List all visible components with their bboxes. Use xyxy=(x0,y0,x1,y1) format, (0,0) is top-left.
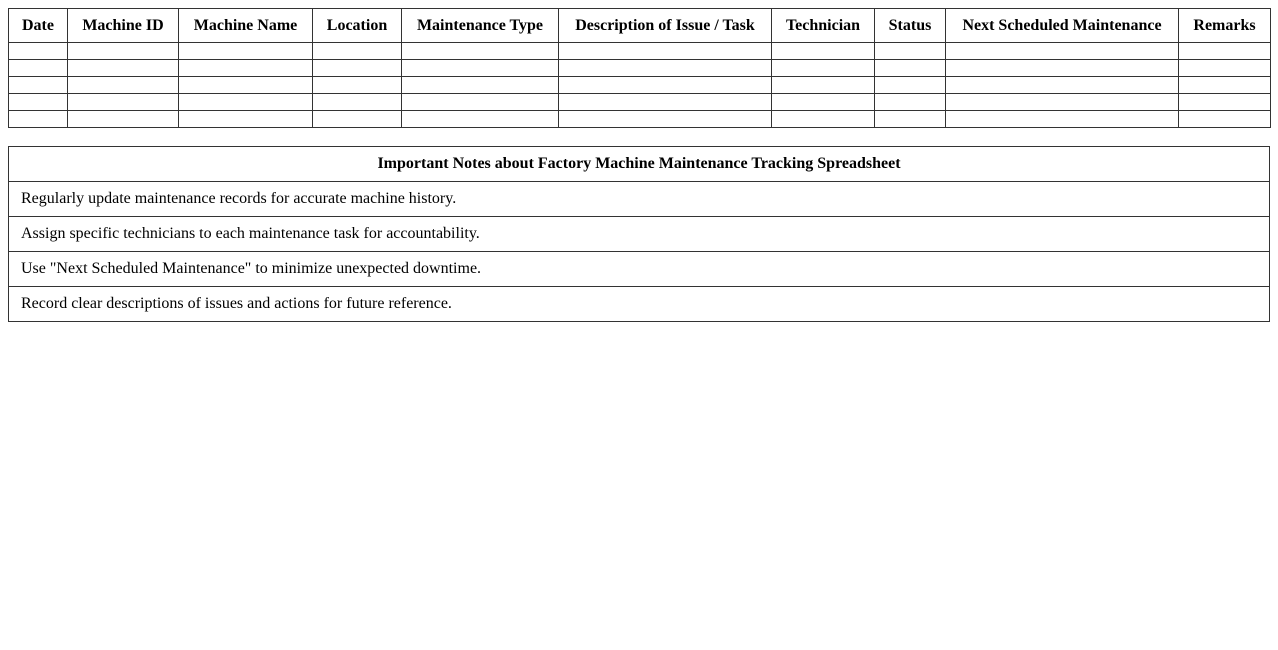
column-header-maintenance-type: Maintenance Type xyxy=(402,9,559,43)
table-cell[interactable] xyxy=(9,77,68,94)
notes-title: Important Notes about Factory Machine Maintenance Tracking Spreadsheet xyxy=(9,147,1270,182)
table-cell[interactable] xyxy=(9,111,68,128)
table-cell[interactable] xyxy=(179,77,313,94)
table-cell[interactable] xyxy=(179,111,313,128)
table-cell[interactable] xyxy=(946,111,1179,128)
table-cell[interactable] xyxy=(402,94,559,111)
table-cell[interactable] xyxy=(875,43,946,60)
note-item: Assign specific technicians to each maintenance task for accountability. xyxy=(9,217,1270,252)
table-cell[interactable] xyxy=(875,60,946,77)
table-cell[interactable] xyxy=(772,111,875,128)
table-cell[interactable] xyxy=(1179,77,1271,94)
note-row xyxy=(9,287,1270,322)
table-cell[interactable] xyxy=(402,111,559,128)
table-cell[interactable] xyxy=(875,77,946,94)
column-header-location: Location xyxy=(313,9,402,43)
table-row xyxy=(9,77,1271,94)
table-cell[interactable] xyxy=(559,94,772,111)
column-header-technician: Technician xyxy=(772,9,875,43)
table-cell[interactable] xyxy=(875,111,946,128)
table-cell[interactable] xyxy=(946,94,1179,111)
table-cell[interactable] xyxy=(313,94,402,111)
table-cell[interactable] xyxy=(772,60,875,77)
table-cell[interactable] xyxy=(402,60,559,77)
table-cell[interactable] xyxy=(179,94,313,111)
column-header-status: Status xyxy=(875,9,946,43)
table-row xyxy=(9,43,1271,60)
table-cell[interactable] xyxy=(772,77,875,94)
table-cell[interactable] xyxy=(402,43,559,60)
table-cell[interactable] xyxy=(1179,60,1271,77)
table-cell[interactable] xyxy=(559,43,772,60)
table-cell[interactable] xyxy=(68,77,179,94)
table-cell[interactable] xyxy=(772,43,875,60)
table-cell[interactable] xyxy=(68,60,179,77)
table-row xyxy=(9,94,1271,111)
table-row xyxy=(9,111,1271,128)
note-row xyxy=(9,217,1270,252)
table-cell[interactable] xyxy=(9,94,68,111)
table-cell[interactable] xyxy=(68,111,179,128)
note-item: Regularly update maintenance records for accurate machine history. xyxy=(9,182,1270,217)
table-cell[interactable] xyxy=(313,60,402,77)
table-cell[interactable] xyxy=(772,94,875,111)
note-row xyxy=(9,252,1270,287)
table-cell[interactable] xyxy=(946,43,1179,60)
table-cell[interactable] xyxy=(946,60,1179,77)
header-row xyxy=(9,9,1271,43)
important-notes-table xyxy=(8,146,1270,322)
note-row xyxy=(9,182,1270,217)
table-cell[interactable] xyxy=(179,43,313,60)
table-cell[interactable] xyxy=(313,43,402,60)
table-cell[interactable] xyxy=(1179,43,1271,60)
table-cell[interactable] xyxy=(559,60,772,77)
table-cell[interactable] xyxy=(313,111,402,128)
table-cell[interactable] xyxy=(1179,94,1271,111)
table-cell[interactable] xyxy=(559,77,772,94)
table-cell[interactable] xyxy=(1179,111,1271,128)
note-item: Use "Next Scheduled Maintenance" to minimize unexpected downtime. xyxy=(9,252,1270,287)
table-cell[interactable] xyxy=(559,111,772,128)
table-cell[interactable] xyxy=(875,94,946,111)
note-item: Record clear descriptions of issues and actions for future reference. xyxy=(9,287,1270,322)
column-header-description: Description of Issue / Task xyxy=(559,9,772,43)
maintenance-tracking-table xyxy=(8,8,1271,128)
column-header-next-scheduled-maintenance: Next Scheduled Maintenance xyxy=(946,9,1179,43)
column-header-machine-id: Machine ID xyxy=(68,9,179,43)
table-cell[interactable] xyxy=(68,94,179,111)
table-cell[interactable] xyxy=(402,77,559,94)
column-header-machine-name: Machine Name xyxy=(179,9,313,43)
table-cell[interactable] xyxy=(68,43,179,60)
table-row xyxy=(9,60,1271,77)
table-cell[interactable] xyxy=(179,60,313,77)
table-cell[interactable] xyxy=(313,77,402,94)
column-header-date: Date xyxy=(9,9,68,43)
column-header-remarks: Remarks xyxy=(1179,9,1271,43)
table-cell[interactable] xyxy=(9,60,68,77)
table-cell[interactable] xyxy=(946,77,1179,94)
tracker-body xyxy=(9,43,1271,128)
notes-header-row xyxy=(9,147,1270,182)
table-cell[interactable] xyxy=(9,43,68,60)
page xyxy=(8,8,1270,322)
